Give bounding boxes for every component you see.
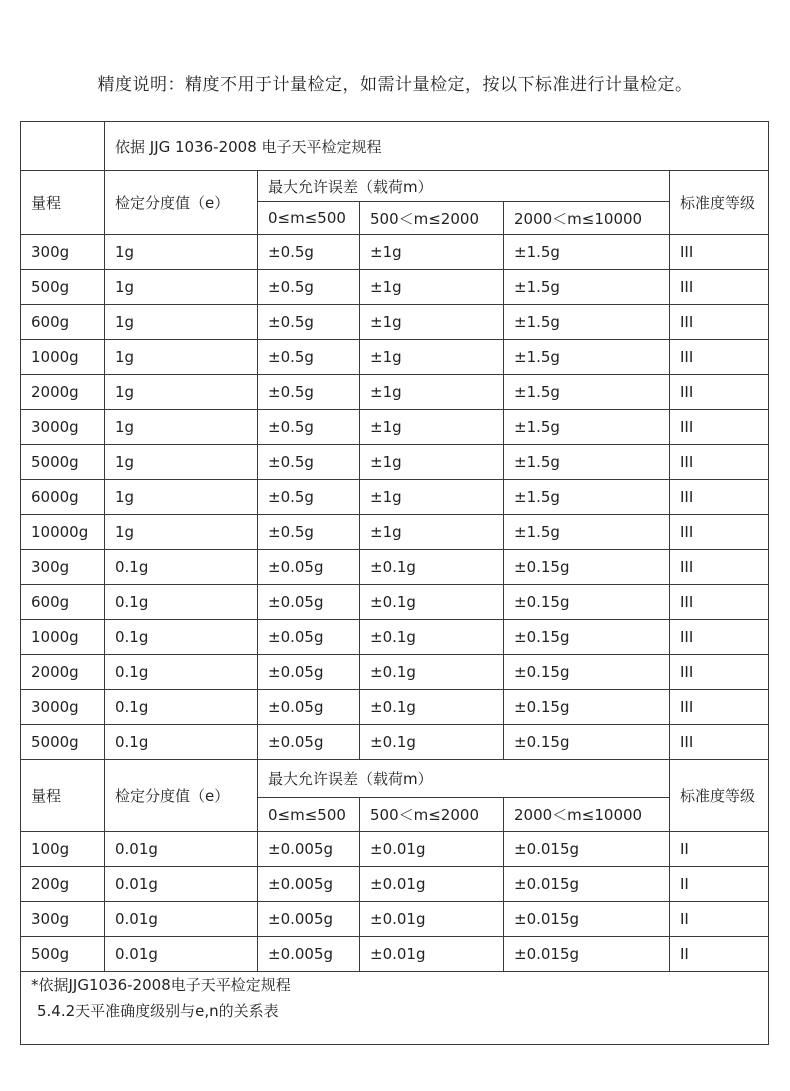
division-cell: 0.1g [105,725,258,760]
table-row [21,305,769,340]
header-max-error: 最大允许误差（载荷m） [258,171,670,202]
error-c-cell: ±0.015g [504,832,670,867]
division-cell: 1g [105,270,258,305]
header-range: 量程 [21,171,105,235]
range-cell: 500g [21,937,105,972]
error-b-cell: ±0.01g [360,867,504,902]
table-row [21,550,769,585]
range-cell: 10000g [21,515,105,550]
error-b-cell: ±1g [360,445,504,480]
header-col-a: 0≤m≤500 [258,202,360,235]
range-cell: 3000g [21,690,105,725]
error-a-cell: ±0.5g [258,445,360,480]
division-cell: 0.01g [105,937,258,972]
error-a-cell: ±0.5g [258,375,360,410]
range-cell: 6000g [21,480,105,515]
division-cell: 1g [105,445,258,480]
grade-cell: II [670,832,769,867]
header-grade: 标准度等级 [670,171,769,235]
table-row [21,937,769,972]
header-division: 检定分度值（e） [105,760,258,832]
header-col-a: 0≤m≤500 [258,798,360,832]
range-cell: 300g [21,550,105,585]
grade-cell: III [670,235,769,270]
grade-cell: III [670,585,769,620]
grade-cell: III [670,410,769,445]
error-b-cell: ±1g [360,340,504,375]
error-a-cell: ±0.005g [258,867,360,902]
error-c-cell: ±1.5g [504,375,670,410]
range-cell: 200g [21,867,105,902]
error-b-cell: ±1g [360,270,504,305]
error-c-cell: ±0.15g [504,655,670,690]
grade-cell: II [670,867,769,902]
division-cell: 1g [105,375,258,410]
table-row [21,515,769,550]
range-cell: 2000g [21,375,105,410]
error-b-cell: ±0.01g [360,937,504,972]
range-cell: 5000g [21,725,105,760]
table-row [21,375,769,410]
error-b-cell: ±0.1g [360,725,504,760]
error-b-cell: ±1g [360,480,504,515]
error-c-cell: ±0.015g [504,937,670,972]
error-b-cell: ±0.1g [360,585,504,620]
range-cell: 1000g [21,340,105,375]
footnote [21,972,769,1045]
error-c-cell: ±1.5g [504,305,670,340]
error-a-cell: ±0.5g [258,305,360,340]
header-col-b: 500＜m≤2000 [360,202,504,235]
error-b-cell: ±0.1g [360,655,504,690]
error-c-cell: ±0.015g [504,867,670,902]
footnote-line-2: 5.4.2天平准确度级别与e,n的关系表 [37,1002,279,1020]
division-cell: 1g [105,235,258,270]
error-a-cell: ±0.5g [258,235,360,270]
table-row [21,655,769,690]
footnote-row [21,972,769,1045]
grade-cell: III [670,515,769,550]
error-a-cell: ±0.05g [258,725,360,760]
error-a-cell: ±0.05g [258,550,360,585]
table-row [21,620,769,655]
table-row [21,480,769,515]
range-cell: 600g [21,585,105,620]
footnote-line-1: *依据JJG1036-2008电子天平检定规程 [31,976,291,994]
error-c-cell: ±0.15g [504,620,670,655]
header-grade: 标准度等级 [670,760,769,832]
range-cell: 300g [21,902,105,937]
error-c-cell: ±0.15g [504,690,670,725]
table-row [21,340,769,375]
table-title: 依据 JJG 1036-2008 电子天平检定规程 [105,122,769,171]
division-cell: 0.01g [105,902,258,937]
error-b-cell: ±0.1g [360,620,504,655]
division-cell: 0.01g [105,832,258,867]
division-cell: 0.1g [105,690,258,725]
range-cell: 100g [21,832,105,867]
header-division: 检定分度值（e） [105,171,258,235]
header-row-top-repeat [21,760,769,798]
division-cell: 1g [105,515,258,550]
header-col-c: 2000＜m≤10000 [504,798,670,832]
error-a-cell: ±0.005g [258,902,360,937]
division-cell: 1g [105,305,258,340]
table-row [21,725,769,760]
header-col-b: 500＜m≤2000 [360,798,504,832]
error-b-cell: ±0.1g [360,690,504,725]
error-a-cell: ±0.05g [258,585,360,620]
precision-note: 精度说明：精度不用于计量检定，如需计量检定，按以下标准进行计量检定。 [97,75,693,95]
header-row-top [21,171,769,202]
error-a-cell: ±0.05g [258,655,360,690]
error-c-cell: ±1.5g [504,235,670,270]
error-c-cell: ±1.5g [504,410,670,445]
error-c-cell: ±1.5g [504,340,670,375]
calibration-spec-table [20,121,769,1045]
division-cell: 0.01g [105,867,258,902]
error-c-cell: ±1.5g [504,445,670,480]
division-cell: 0.1g [105,655,258,690]
error-a-cell: ±0.5g [258,270,360,305]
grade-cell: III [670,725,769,760]
range-cell: 300g [21,235,105,270]
error-b-cell: ±0.01g [360,902,504,937]
error-b-cell: ±1g [360,305,504,340]
error-a-cell: ±0.005g [258,937,360,972]
range-cell: 500g [21,270,105,305]
table-row [21,867,769,902]
range-cell: 2000g [21,655,105,690]
grade-cell: III [670,270,769,305]
grade-cell: III [670,550,769,585]
error-a-cell: ±0.5g [258,480,360,515]
grade-cell: III [670,340,769,375]
division-cell: 1g [105,410,258,445]
grade-cell: III [670,655,769,690]
error-c-cell: ±0.015g [504,902,670,937]
error-c-cell: ±1.5g [504,270,670,305]
error-c-cell: ±1.5g [504,480,670,515]
error-b-cell: ±1g [360,235,504,270]
range-cell: 600g [21,305,105,340]
error-a-cell: ±0.5g [258,340,360,375]
error-b-cell: ±1g [360,410,504,445]
range-cell: 3000g [21,410,105,445]
error-b-cell: ±0.1g [360,550,504,585]
error-b-cell: ±1g [360,515,504,550]
error-a-cell: ±0.5g [258,515,360,550]
table-row [21,270,769,305]
grade-cell: III [670,620,769,655]
error-c-cell: ±0.15g [504,585,670,620]
range-cell: 1000g [21,620,105,655]
header-max-error: 最大允许误差（载荷m） [258,760,670,798]
table-row [21,690,769,725]
grade-cell: III [670,305,769,340]
error-c-cell: ±0.15g [504,725,670,760]
header-col-c: 2000＜m≤10000 [504,202,670,235]
title-row [21,122,769,171]
grade-cell: II [670,937,769,972]
division-cell: 0.1g [105,550,258,585]
title-blank-cell [21,122,105,171]
error-a-cell: ±0.05g [258,620,360,655]
table-row [21,832,769,867]
division-cell: 0.1g [105,620,258,655]
error-a-cell: ±0.005g [258,832,360,867]
division-cell: 1g [105,340,258,375]
grade-cell: II [670,902,769,937]
grade-cell: III [670,375,769,410]
grade-cell: III [670,480,769,515]
division-cell: 1g [105,480,258,515]
error-b-cell: ±1g [360,375,504,410]
error-a-cell: ±0.05g [258,690,360,725]
table-row [21,410,769,445]
range-cell: 5000g [21,445,105,480]
header-range: 量程 [21,760,105,832]
error-c-cell: ±1.5g [504,515,670,550]
table-row [21,235,769,270]
error-a-cell: ±0.5g [258,410,360,445]
table-row [21,902,769,937]
grade-cell: III [670,690,769,725]
table-row [21,445,769,480]
error-c-cell: ±0.15g [504,550,670,585]
grade-cell: III [670,445,769,480]
division-cell: 0.1g [105,585,258,620]
error-b-cell: ±0.01g [360,832,504,867]
table-row [21,585,769,620]
